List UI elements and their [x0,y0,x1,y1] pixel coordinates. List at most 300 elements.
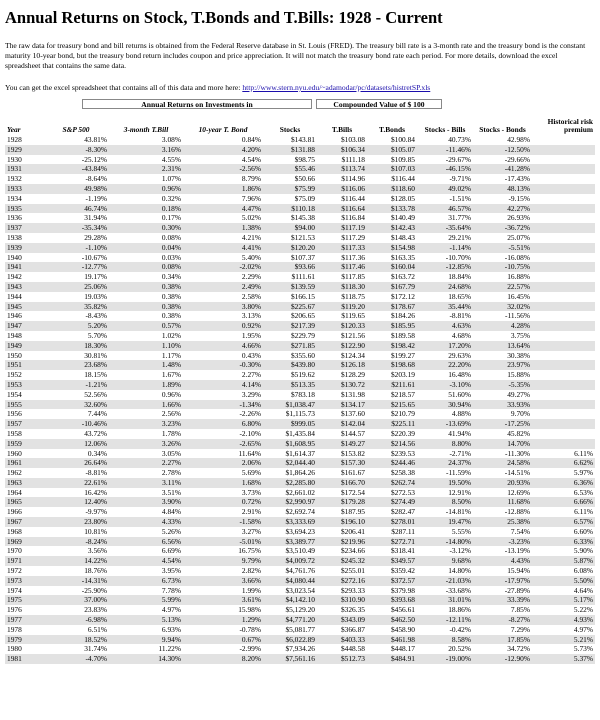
sp500-cell: 49.98% [43,184,109,194]
tbond-cell: 0.43% [241,350,261,360]
stocks-bills-cell: 20.52% [448,644,471,654]
sp500-cell: 10.81% [84,526,107,536]
tbill-cell: 0.32% [161,193,181,203]
spreadsheet-link[interactable]: http://www.stern.nyu.edu/~adamodar/pc/datasets/histretSP.xls [242,83,431,92]
tbills-value-cell: $117.29 [341,232,365,242]
table-row [5,351,595,361]
stocks-value-cell: $1,864.26 [285,468,315,478]
col-tbill-header: 3-month T.Bill [123,125,169,134]
risk-premium-cell [532,292,595,302]
tbond-cell: 8.20% [183,654,263,664]
stocks-value-cell: $2,044.40 [263,458,317,468]
sp500-cell: -14.31% [43,576,109,586]
stocks-bonds-cell: -41.28% [473,164,532,174]
stocks-value-cell: $513.35 [263,380,317,390]
stocks-value-cell: $999.05 [263,419,317,429]
tbill-cell: 0.96% [161,389,181,399]
stocks-bonds-cell: -17.97% [473,576,532,586]
table-row [5,331,595,341]
tbond-cell: -1.58% [183,517,263,527]
stocks-value-cell: $6,022.89 [263,635,317,645]
stocks-value-cell: $1,038.47 [263,400,317,410]
stocks-bills-cell: -19.00% [417,654,473,664]
table-row [5,546,595,556]
year-cell: 1929 [5,145,43,155]
tbills-value-cell: $116.06 [317,184,367,194]
year-cell: 1938 [7,232,22,242]
stocks-bills-cell: 18.84% [448,272,471,282]
stocks-value-cell: $121.53 [290,232,315,242]
tbond-cell: 4.14% [183,380,263,390]
tbills-value-cell: $206.41 [340,526,365,536]
table-row [5,635,595,645]
tbonds-value-cell: $154.98 [367,243,417,253]
year-cell: 1960 [7,448,22,458]
col-risk-premium-header: Historical risk premium [547,117,593,134]
year-cell: 1970 [7,546,22,556]
table-row [5,537,595,547]
risk-premium-cell [532,400,595,410]
table-row [5,507,595,517]
sp500-cell: 18.76% [84,566,107,576]
risk-premium-cell [532,429,595,439]
tbond-cell: 3.80% [183,302,263,312]
tbonds-value-cell: $172.12 [390,291,415,301]
sp500-cell: 37.00% [43,595,109,605]
stocks-bonds-cell: 49.27% [507,389,530,399]
stocks-bonds-cell: -29.66% [504,154,530,164]
sp500-cell: 12.40% [43,497,109,507]
tbills-value-cell: $161.67 [340,468,365,478]
tbills-value-cell: $118.75 [341,291,365,301]
year-cell: 1942 [7,272,22,282]
tbill-cell: 3.26% [109,439,183,449]
stocks-value-cell: $439.80 [263,360,317,370]
stocks-bonds-cell: 25.38% [473,517,532,527]
year-cell: 1969 [5,537,43,547]
year-cell: 1946 [7,311,22,321]
tbonds-value-cell: $274.49 [367,497,417,507]
table-row [5,644,595,654]
sp500-cell: -1.21% [43,380,109,390]
stocks-bills-cell: -1.14% [417,243,473,253]
stocks-bonds-cell: 13.64% [473,341,532,351]
stocks-bills-cell: -2.71% [449,448,471,458]
tbill-cell: 3.11% [109,478,183,488]
stocks-bills-cell: 8.58% [417,635,473,645]
tbond-cell: -0.30% [183,360,263,370]
stocks-bonds-cell: -17.43% [504,174,530,184]
year-cell: 1962 [7,468,22,478]
sp500-cell: -8.30% [43,145,109,155]
year-cell: 1979 [5,635,43,645]
tbonds-value-cell: $211.61 [367,380,417,390]
stocks-bonds-cell: 12.69% [507,487,530,497]
stocks-value-cell: $7,561.16 [263,654,317,664]
risk-premium-cell [532,233,595,243]
tbill-cell: 1.07% [161,174,181,184]
download-line [5,83,595,92]
sp500-cell: -1.10% [43,243,109,253]
table-row [5,155,595,165]
year-cell: 1932 [7,174,22,184]
year-cell: 1951 [5,360,43,370]
risk-premium-cell [532,341,595,351]
risk-premium-cell: 5.21% [532,635,595,645]
stocks-bills-cell: -12.11% [417,615,473,625]
tbonds-value-cell: $484.91 [367,654,417,664]
tbonds-value-cell: $163.72 [390,272,415,282]
risk-premium-cell [532,194,595,204]
stocks-value-cell: $107.37 [290,252,315,262]
tbond-cell: 2.27% [241,370,261,380]
tbill-cell: 5.13% [109,615,183,625]
stocks-bonds-cell: 33.39% [473,595,532,605]
year-cell: 1934 [7,193,22,203]
stocks-bonds-cell: 20.93% [473,478,532,488]
year-cell: 1978 [7,624,22,634]
year-cell: 1958 [7,428,22,438]
stocks-bills-cell: 18.65% [448,291,471,301]
tbills-value-cell: $117.46 [317,262,367,272]
table-row [5,605,595,615]
tbonds-value-cell: $210.79 [390,409,415,419]
stocks-bills-cell: -29.67% [445,154,471,164]
col-tbond-header: 10-year T. Bond [198,125,248,134]
tbills-value-cell: $117.33 [317,243,367,253]
year-cell: 1936 [7,213,22,223]
risk-premium-cell [532,184,595,194]
tbonds-value-cell: $184.26 [390,311,415,321]
stocks-bonds-cell: -5.51% [473,243,532,253]
risk-premium-cell [532,380,595,390]
tbond-cell: 6.80% [183,419,263,429]
stocks-bonds-cell: -12.88% [504,507,530,517]
tbill-cell: 0.38% [109,282,183,292]
year-cell: 1959 [5,439,43,449]
year-cell: 1953 [5,380,43,390]
risk-premium-cell: 6.08% [573,566,593,576]
tbond-cell: 8.79% [241,174,261,184]
table-row [5,400,595,410]
intro-paragraph: The raw data for treasury bond and bill returns is obtained from the Federal Reserve database in St. Louis (FRED). The treasury bill rate is a 3-month rate and the treasury bond is the constant maturity 10-year bond, but the treasury bond return includes coupon and price appreciation. It will not match the treasury bond rate each period. For more details, download the excel spreadsheet that contains the same data. [5,41,586,70]
tbills-value-cell: $293.33 [340,585,365,595]
table-body [5,135,595,664]
risk-premium-cell [532,213,595,223]
table-row [5,439,595,449]
risk-premium-cell: 4.97% [573,624,593,634]
tbond-cell: -2.10% [239,428,261,438]
tbill-cell: 4.33% [109,517,183,527]
tbill-cell: 1.10% [109,341,183,351]
tbond-cell: 16.75% [238,546,261,556]
tbonds-value-cell: $282.47 [390,507,415,517]
tbonds-value-cell: $142.43 [367,223,417,233]
year-cell: 1937 [5,223,43,233]
tbills-value-cell: $117.36 [341,252,365,262]
year-cell: 1957 [5,419,43,429]
tbills-value-cell: $179.28 [317,497,367,507]
stocks-bills-cell: -46.15% [417,164,473,174]
tbond-cell: 0.72% [183,497,263,507]
stocks-bonds-cell: 42.98% [507,135,530,144]
sp500-cell: 26.64% [43,458,109,468]
stocks-bonds-cell: 14.70% [473,439,532,449]
stocks-bills-cell: -35.64% [417,223,473,233]
table-row [5,449,595,459]
stocks-bills-cell: 14.80% [448,566,471,576]
tbills-value-cell: $157.30 [317,458,367,468]
stocks-bonds-cell: 23.97% [473,360,532,370]
tbonds-value-cell: $287.11 [391,526,415,536]
tbonds-value-cell: $462.50 [367,615,417,625]
table-row [5,184,595,194]
tbonds-value-cell: $318.41 [390,546,415,556]
sp500-cell: 5.70% [87,330,107,340]
sp500-cell: 23.83% [84,605,107,615]
risk-premium-cell [532,439,595,449]
tbill-cell: 2.56% [161,409,181,419]
tbonds-value-cell: $148.43 [390,232,415,242]
sp500-cell: 3.56% [87,546,107,556]
stocks-value-cell: $4,142.10 [263,595,317,605]
stocks-bills-cell: -10.70% [445,252,471,262]
stocks-bonds-cell: 16.45% [507,291,530,301]
stocks-bills-cell: 16.48% [448,370,471,380]
tbills-value-cell: $128.29 [340,370,365,380]
risk-premium-cell [532,174,595,184]
table-row [5,566,595,576]
risk-premium-cell [532,360,595,370]
stocks-bills-cell: -13.69% [417,419,473,429]
stocks-bills-cell: 24.37% [417,458,473,468]
sp500-cell: 7.44% [87,409,107,419]
table-row [5,145,595,155]
stocks-bonds-cell: -12.90% [473,654,532,664]
risk-premium-cell: 6.36% [532,478,595,488]
tbond-cell: 3.27% [241,526,261,536]
stocks-value-cell: $519.62 [290,370,315,380]
risk-premium-cell [532,253,595,263]
tbill-cell: 4.55% [161,154,181,164]
stocks-value-cell: $4,080.44 [263,576,317,586]
table-row [5,517,595,527]
stocks-bonds-cell: 22.57% [473,282,532,292]
sp500-cell: 18.30% [43,341,109,351]
risk-premium-cell: 6.60% [573,526,593,536]
page-title: Annual Returns on Stock, T.Bonds and T.Bills: 1928 - Current [5,8,443,27]
sp500-cell: 43.81% [84,135,107,144]
col-stocks-bills-header: Stocks - Bills [424,125,466,134]
tbill-cell: 0.38% [161,291,181,301]
stocks-value-cell: $93.66 [263,262,317,272]
annual-returns-group-header: Annual Returns on Investments in [82,99,312,109]
tbills-value-cell: $448.58 [340,644,365,654]
tbills-value-cell: $512.73 [317,654,367,664]
stocks-bonds-cell: -8.27% [473,615,532,625]
stocks-bonds-cell: 24.58% [473,458,532,468]
stocks-bonds-cell: 7.29% [510,624,530,634]
tbond-cell: 2.49% [183,282,263,292]
tbonds-value-cell: $100.84 [390,135,415,144]
tbond-cell: -0.78% [239,624,261,634]
year-cell: 1968 [7,526,22,536]
year-cell: 1961 [5,458,43,468]
tbill-cell: 1.48% [109,360,183,370]
tbonds-value-cell: $107.03 [367,164,417,174]
col-sp500-header: S&P 500 [62,125,90,134]
stocks-value-cell: $3,510.49 [285,546,315,556]
stocks-bills-cell: -21.03% [417,576,473,586]
stocks-value-cell: $2,692.74 [285,507,315,517]
stocks-bills-cell: -14.81% [445,507,471,517]
table-row [5,223,595,233]
tbills-value-cell: $144.57 [340,428,365,438]
stocks-bills-cell: 4.88% [451,409,471,419]
table-row [5,556,595,566]
tbill-cell: 0.96% [109,184,183,194]
stocks-bills-cell: -0.42% [449,624,471,634]
tbills-value-cell: $326.35 [340,605,365,615]
tbond-cell: 11.64% [238,448,261,458]
stocks-bonds-cell: 3.75% [510,330,530,340]
tbill-cell: 0.38% [109,302,183,312]
stocks-value-cell: $111.61 [291,272,315,282]
sp500-cell: -8.64% [85,174,107,184]
tbill-cell: 0.30% [109,223,183,233]
year-cell: 1963 [5,478,43,488]
tbonds-value-cell: $239.53 [390,448,415,458]
tbill-cell: 3.51% [161,487,181,497]
year-cell: 1964 [7,487,22,497]
table-row [5,576,595,586]
stocks-value-cell: $75.09 [294,193,315,203]
risk-premium-cell: 6.11% [574,448,593,458]
stocks-value-cell: $2,661.02 [285,487,315,497]
year-cell: 1972 [7,566,22,576]
stocks-value-cell: $225.67 [263,302,317,312]
col-stocks-bonds-header: Stocks - Bonds [479,125,526,134]
tbond-cell: -2.02% [183,262,263,272]
table-row [5,429,595,439]
col-stocks-value-header: Stocks [279,125,301,134]
stocks-value-cell: $3,023.54 [285,585,315,595]
table-row [5,292,595,302]
stocks-value-cell: $166.15 [290,291,315,301]
year-cell: 1973 [5,576,43,586]
table-row [5,458,595,468]
tbond-cell: -2.56% [183,164,263,174]
stocks-bills-cell: 24.68% [417,282,473,292]
tbond-cell: 1.95% [241,330,261,340]
year-cell: 1930 [7,154,22,164]
sp500-cell: 19.17% [84,272,107,282]
tbill-cell: 6.93% [161,624,181,634]
tbills-value-cell: $120.33 [317,321,367,331]
stocks-value-cell: $783.18 [290,389,315,399]
tbills-value-cell: $113.74 [317,164,367,174]
stocks-bonds-cell: -13.19% [504,546,530,556]
stocks-value-cell: $4,771.20 [263,615,317,625]
sp500-cell: 22.61% [43,478,109,488]
year-cell: 1952 [7,370,22,380]
tbond-cell: 4.47% [183,204,263,214]
stocks-value-cell: $1,608.95 [263,439,317,449]
tbills-value-cell: $343.09 [317,615,367,625]
tbill-cell: 1.02% [161,330,181,340]
sp500-cell: 30.81% [84,350,107,360]
stocks-bonds-cell: 30.38% [507,350,530,360]
tbills-value-cell: $153.82 [340,448,365,458]
sp500-cell: -8.81% [85,468,107,478]
stocks-bonds-cell: -16.08% [504,252,530,262]
stocks-bills-cell: -3.10% [417,380,473,390]
year-cell: 1935 [5,204,43,214]
sp500-cell: -1.19% [85,193,107,203]
stocks-bonds-cell: -3.23% [473,537,532,547]
stocks-bills-cell: 41.94% [448,428,471,438]
tbonds-value-cell: $220.39 [390,428,415,438]
risk-premium-cell [532,409,595,419]
tbonds-value-cell: $133.78 [367,204,417,214]
tbond-cell: 1.99% [241,585,261,595]
tbonds-value-cell: $185.95 [367,321,417,331]
tbond-cell: 9.79% [183,556,263,566]
year-cell: 1974 [7,585,22,595]
returns-table [5,112,595,664]
risk-premium-cell [532,223,595,233]
tbills-value-cell: $117.19 [317,223,367,233]
tbills-value-cell: $116.44 [341,193,365,203]
stocks-value-cell: $5,129.20 [285,605,315,615]
stocks-value-cell: $1,435.84 [285,428,315,438]
tbond-cell: 5.69% [241,468,261,478]
tbond-cell: 1.68% [183,478,263,488]
tbills-value-cell: $119.20 [317,302,367,312]
tbonds-value-cell: $198.42 [367,341,417,351]
tbond-cell: 3.66% [183,576,263,586]
sp500-cell: -43.84% [43,164,109,174]
risk-premium-cell [532,145,595,155]
year-cell: 1928 [7,135,22,144]
stocks-bills-cell: 51.60% [448,389,471,399]
stocks-bills-cell: 31.77% [448,213,471,223]
tbond-cell: -2.99% [239,644,261,654]
stocks-value-cell: $145.38 [290,213,315,223]
tbonds-value-cell: $258.38 [390,468,415,478]
tbill-cell: 4.97% [161,605,181,615]
tbond-cell: 0.84% [241,135,261,144]
tbond-cell: -5.01% [183,537,263,547]
stocks-bonds-cell: 7.54% [510,526,530,536]
stocks-bills-cell: 30.94% [417,400,473,410]
tbills-value-cell: $126.18 [317,360,367,370]
risk-premium-cell: 6.33% [532,537,595,547]
sp500-cell: 12.06% [43,439,109,449]
tbill-cell: 9.94% [109,635,183,645]
tbonds-value-cell: $167.79 [367,282,417,292]
tbills-value-cell: $114.96 [341,174,365,184]
tbond-cell: 7.96% [241,193,261,203]
stocks-bonds-cell: 4.43% [473,556,532,566]
stocks-bills-cell: -9.71% [449,174,471,184]
table-row [5,595,595,605]
table-row [5,360,595,370]
sp500-cell: 14.22% [43,556,109,566]
stocks-value-cell: $2,990.97 [263,497,317,507]
risk-premium-cell [532,164,595,174]
table-row [5,370,595,380]
